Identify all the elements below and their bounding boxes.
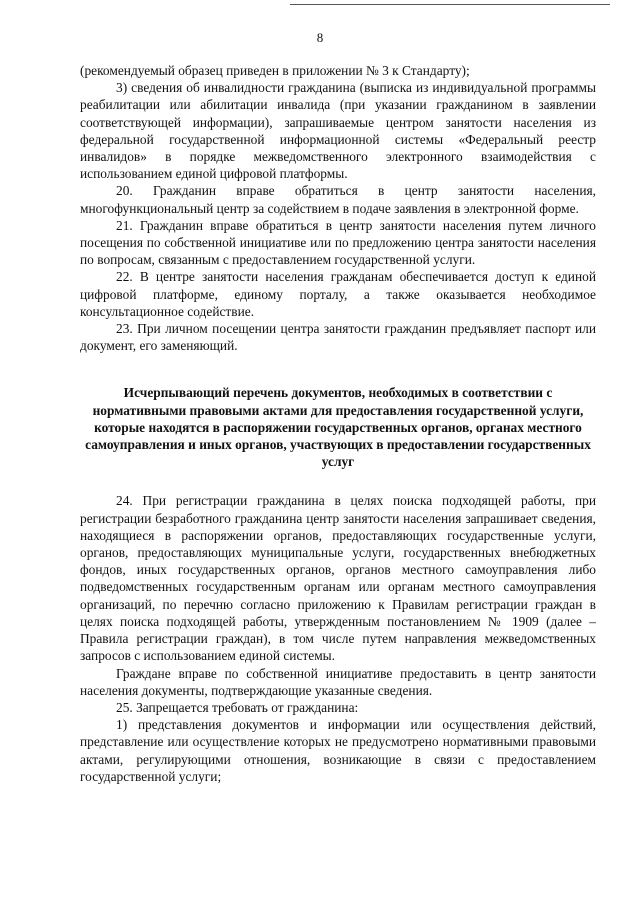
paragraph: Граждане вправе по собственной инициативе предоставить в центр занятости населения документы, подтверждающие указанные сведения. bbox=[80, 665, 596, 698]
paragraph: 22. В центре занятости населения гражданам обеспечивается доступ к единой цифровой платформе, единому порталу, а также оказывается необходимое консультационное содействие. bbox=[80, 269, 596, 319]
paragraph: 23. При личном посещении центра занятости гражданин предъявляет паспорт или документ, его заменяющий. bbox=[80, 321, 596, 354]
paragraphs-before bbox=[80, 62, 596, 354]
paragraph: (рекомендуемый образец приведен в приложении № 3 к Стандарту); bbox=[80, 63, 470, 78]
paragraph: 25. Запрещается требовать от гражданина: bbox=[116, 699, 359, 715]
page-number: 8 bbox=[316, 30, 324, 45]
section-heading: Исчерпывающий перечень документов, необходимых в соответствии с нормативными правовыми актами для предоставления государственной услуги, которые находятся в распоряжении государственных органов, органах местного самоуправления и иных органов, участвующих в предоставлении государственных услуг bbox=[85, 385, 591, 470]
paragraph: 20. Гражданин вправе обратиться в центр занятости населения, многофункциональный центр за содействием в подаче заявления в электронной форме. bbox=[80, 183, 596, 216]
document-body bbox=[80, 62, 596, 785]
paragraph: 3) сведения об инвалидности гражданина (выписка из индивидуальной программы реабилитации или абилитации инвалида (при указании гражданином в заявлении соответствующей информации), запрашиваемые центром занятости населения из федеральной государственной информационной системы «Федеральный реестр инвалидов» в порядке межведомственного электронного взаимодействия с использованием единой цифровой платформы. bbox=[80, 80, 596, 182]
top-rule bbox=[290, 4, 610, 5]
paragraph: 1) представления документов и информации или осуществления действий, представление или осуществление которых не предусмотрено нормативными правовыми актами, регулирующими отношения, возникающие в связи с предоставлением государственной услуги; bbox=[80, 717, 596, 784]
paragraph: 24. При регистрации гражданина в целях поиска подходящей работы, при регистрации безработного гражданина центр занятости населения запрашивает сведения, находящиеся в распоряжении органов, предоставляющих государственные услуги, органов, предоставляющих муниципальные услуги, государственных внебюджетных фондов, иных государственных органов, органов местного самоуправления либо подведомственных государственным органам или органам местного самоуправления организаций, по перечню согласно приложению к Правилам регистрации граждан в целях поиска подходящей работы, утвержденным постановлением № 1909 (далее – Правила регистрации граждан), в том числе путем направления межведомственных запросов с использованием единой системы. bbox=[80, 493, 596, 664]
paragraphs-after bbox=[80, 492, 596, 784]
paragraph: 21. Гражданин вправе обратиться в центр занятости населения путем личного посещения по собственной инициативе или по предложению центра занятости населения по вопросам, связанным с предоставлением государственной услуги. bbox=[80, 217, 596, 268]
